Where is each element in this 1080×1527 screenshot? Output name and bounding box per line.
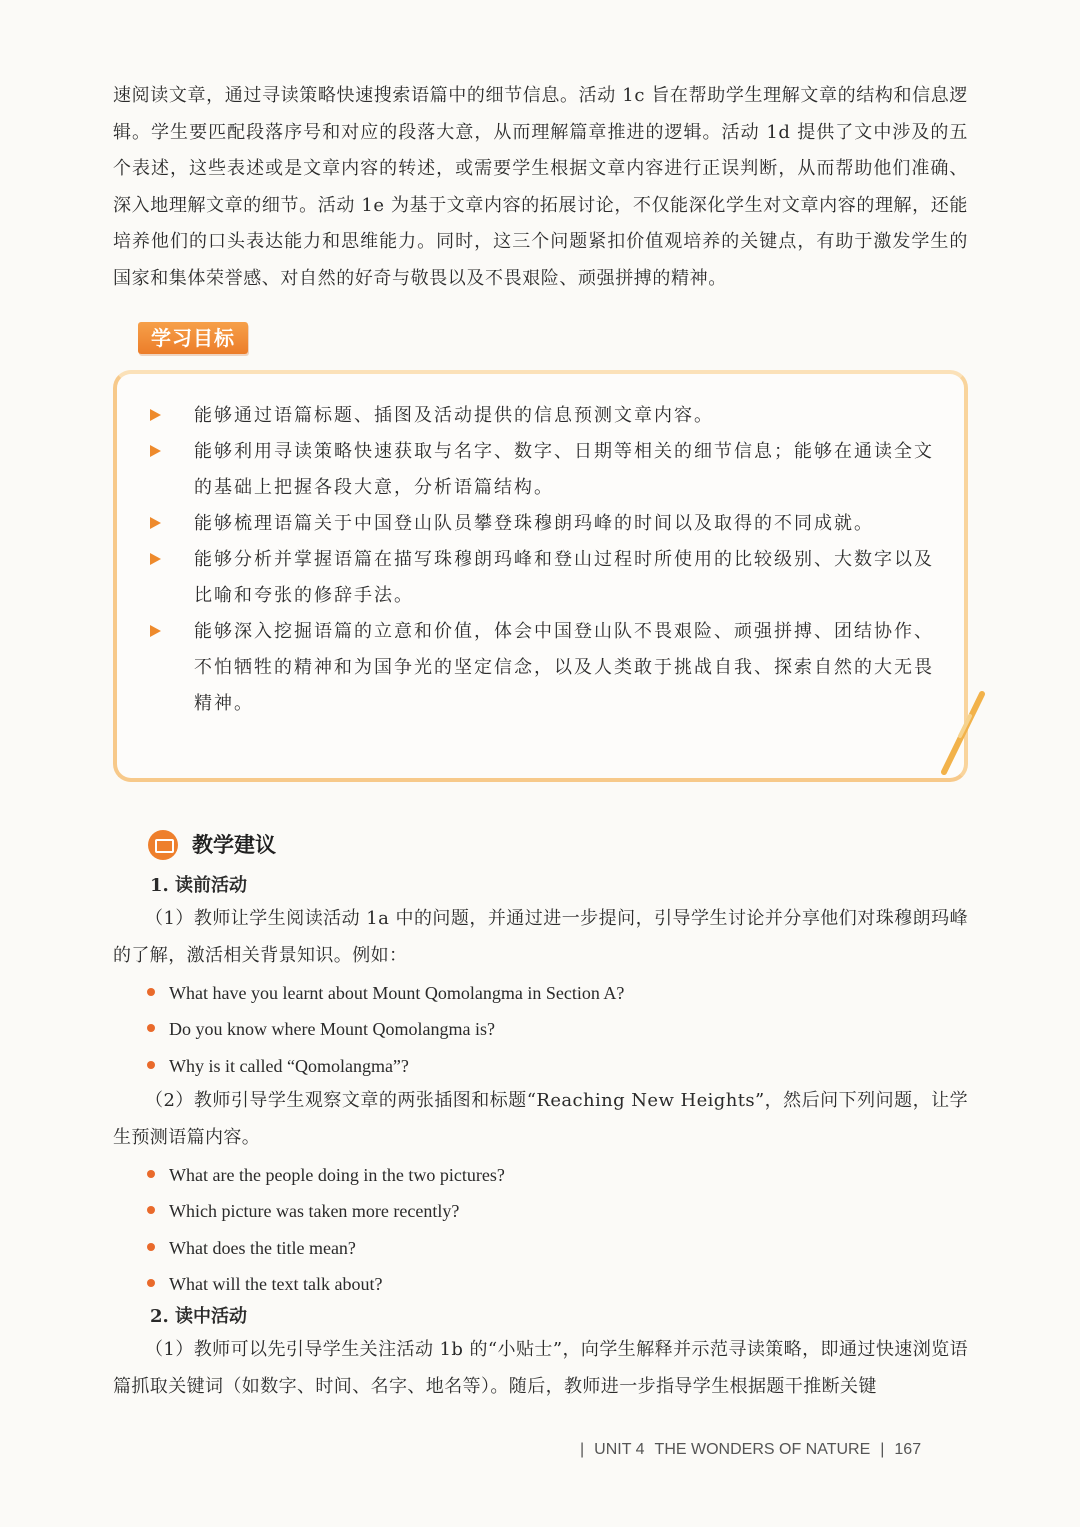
triangle-bullet-icon — [150, 625, 161, 637]
objective-item: 能够深入挖掘语篇的立意和价值，体会中国登山队不畏艰险、顽强拼搏、团结协作、不怕牺牲的精神和为国争光的坚定信念，以及人类敢于挑战自我、探索自然的大无畏精神。 — [150, 614, 940, 722]
bullet-dot-icon — [147, 1279, 155, 1287]
objective-item: 能够分析并掌握语篇在描写珠穆朗玛峰和登山过程时所使用的比较级别、大数字以及比喻和夸张的修辞手法。 — [150, 542, 940, 614]
objective-item: 能够通过语篇标题、插图及活动提供的信息预测文章内容。 — [150, 398, 940, 434]
list-item: What are the people doing in the two pictures? — [147, 1157, 505, 1193]
question-list-2 — [147, 1157, 505, 1302]
teaching-icon — [148, 830, 178, 860]
bullet-dot-icon — [147, 988, 155, 996]
page-footer — [580, 1438, 931, 1462]
intro-paragraph — [113, 78, 968, 297]
list-item: Why is it called “Qomolangma”? — [147, 1048, 624, 1084]
objectives-tab: 学习目标 — [138, 322, 248, 354]
bullet-dot-icon — [147, 1206, 155, 1214]
pre-reading-paragraph-1: （1）教师让学生阅读活动 1a 中的问题，并通过进一步提问，引导学生讨论并分享他们对珠穆朗玛峰的了解，激活相关背景知识。例如： — [113, 908, 968, 966]
objective-item: 能够梳理语篇关于中国登山队员攀登珠穆朗玛峰的时间以及取得的不同成就。 — [150, 506, 940, 542]
bullet-dot-icon — [147, 1170, 155, 1178]
pencil-icon — [930, 690, 990, 780]
objectives-list — [150, 398, 940, 722]
footer-unit: UNIT 4 — [594, 1441, 645, 1458]
while-reading-heading: 2. 读中活动 — [150, 1306, 248, 1327]
triangle-bullet-icon — [150, 409, 161, 421]
triangle-bullet-icon — [150, 553, 161, 565]
triangle-bullet-icon — [150, 445, 161, 457]
list-item: What will the text talk about? — [147, 1266, 505, 1302]
section-title: 教学建议 — [192, 833, 276, 857]
bullet-dot-icon — [147, 1024, 155, 1032]
footer-theme: THE WONDERS OF NATURE — [654, 1441, 871, 1458]
bullet-dot-icon — [147, 1243, 155, 1251]
footer-divider: | — [580, 1441, 585, 1458]
footer-divider: | — [880, 1441, 885, 1458]
list-item: What does the title mean? — [147, 1230, 505, 1266]
while-reading-paragraph-1: （1）教师可以先引导学生关注活动 1b 的“小贴士”，向学生解释并示范寻读策略，即通过快速浏览语篇抓取关键词（如数字、时间、名字、地名等）。随后，教师进一步指导学生根据题干推断关键 — [113, 1339, 968, 1397]
question-list-1 — [147, 975, 624, 1084]
pre-reading-heading: 1. 读前活动 — [150, 875, 248, 896]
list-item: What have you learnt about Mount Qomolangma in Section A? — [147, 975, 624, 1011]
objective-item: 能够利用寻读策略快速获取与名字、数字、日期等相关的细节信息；能够在通读全文的基础上把握各段大意，分析语篇结构。 — [150, 434, 940, 506]
list-item: Which picture was taken more recently? — [147, 1193, 505, 1229]
page-number: 167 — [894, 1441, 922, 1458]
list-item: Do you know where Mount Qomolangma is? — [147, 1011, 624, 1047]
bullet-dot-icon — [147, 1061, 155, 1069]
pre-reading-paragraph-2: （2）教师引导学生观察文章的两张插图和标题“Reaching New Heights”，然后问下列问题，让学生预测语篇内容。 — [113, 1090, 968, 1148]
intro-text: 速阅读文章，通过寻读策略快速搜索语篇中的细节信息。活动 1c 旨在帮助学生理解文章的结构和信息逻辑。学生要匹配段落序号和对应的段落大意，从而理解篇章推进的逻辑。活动 1d 提供了文中涉及的五个表述，这些表述或是文章内容的转述，或需要学生根据文章内容进行正误判断，从而帮助他们准确、深入地理解文章的细节。活动 1e 为基于文章内容的拓展讨论，不仅能深化学生对文章内容的理解，还能培养他们的口头表达能力和思维能力。同时，这三个问题紧扣价值观培养的关键点，有助于激发学生的国家和集体荣誉感、对自然的好奇与敬畏以及不畏艰险、顽强拼搏的精神。 — [113, 85, 968, 289]
triangle-bullet-icon — [150, 517, 161, 529]
